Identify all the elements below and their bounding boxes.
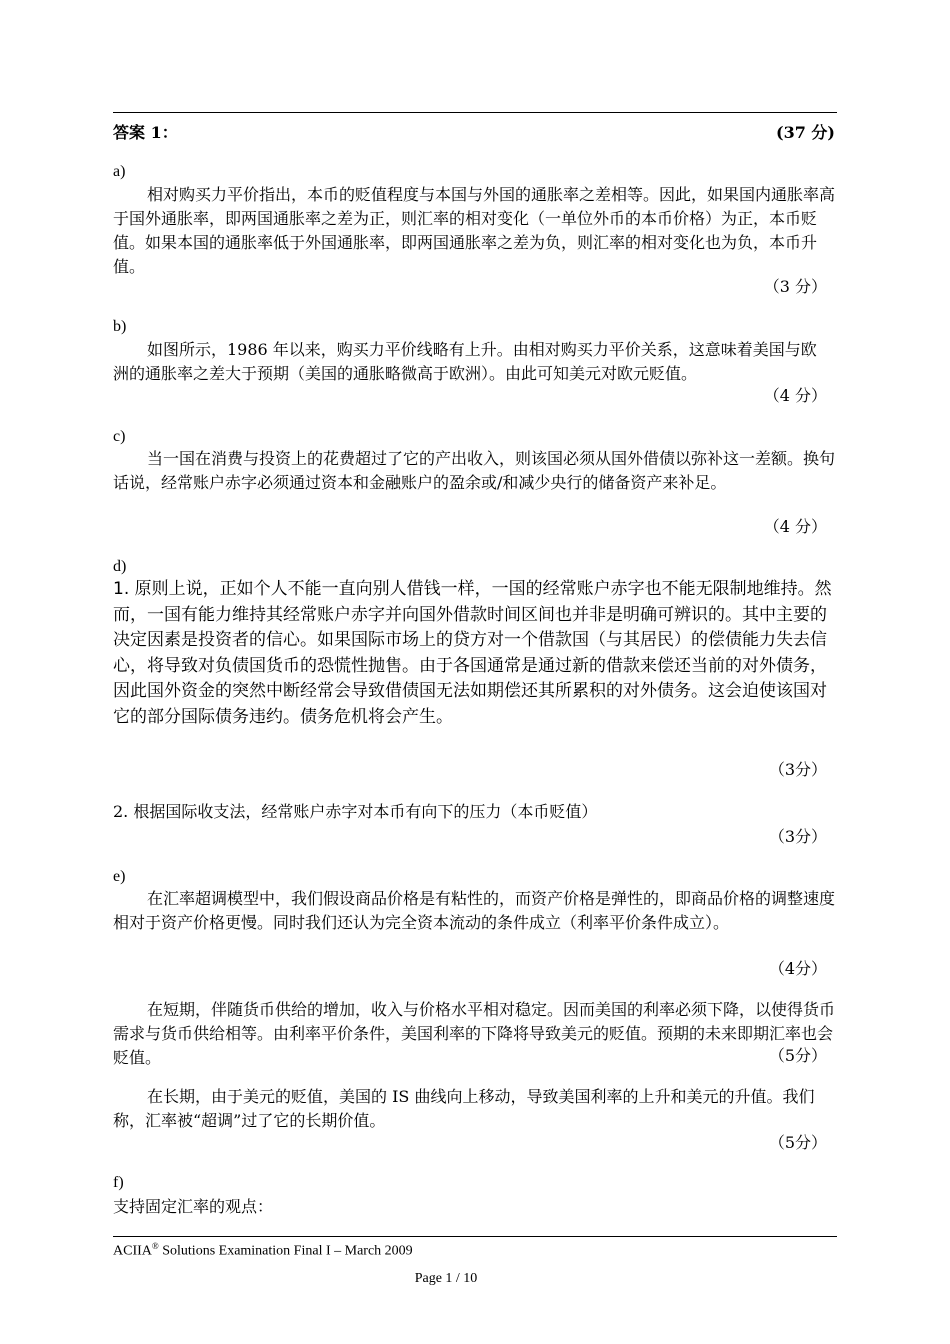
section-d-score-1: （3分） (768, 760, 827, 779)
document-page (113, 0, 837, 1344)
footer-text (113, 1241, 413, 1260)
section-d-text-1: 1. 原则上说，正如个人不能一直向别人借钱一样，一国的经常账户赤字也不能无限制地维持。然而，一国有能力维持其经常账户赤字并向国外借款时间区间也并非是明确可辨识的。其中主要的决定因素是投资者的信心。如果国际市场上的贷方对一个借款国（与其居民）的偿债能力失去信心，将导致对负债国货币的恐慌性抛售。由于各国通常是通过新的借款来偿还当前的对外债务，因此国外资金的突然中断经常会导致借债国无法如期偿还其所累积的对外债务。这会迫使该国对它的部分国际债务违约。债务危机将会产生。 (113, 579, 832, 727)
section-e-text-3: 在长期，由于美元的贬值，美国的 IS 曲线向上移动，导致美国利率的上升和美元的升值。我们称，汇率被“超调”过了它的长期价值。 (113, 1087, 815, 1130)
section-d-score-2: （3分） (768, 827, 827, 846)
answer-title: 答案 1： (113, 123, 178, 142)
section-f-label: f) (113, 1174, 124, 1191)
section-c-text: 当一国在消费与投资上的花费超过了它的产出收入，则该国必须从国外借债以弥补这一差额。换句话说，经常账户赤字必须通过资本和金融账户的盈余或/和减少央行的储备资产来补足。 (113, 449, 836, 492)
answer-points: (37 分) (776, 123, 835, 142)
section-e-score-2: （5分） (768, 1046, 827, 1065)
section-e-text-2: 在短期，伴随货币供给的增加，收入与价格水平相对稳定。因而美国的利率必须下降，以使得货币需求与货币供给相等。由利率平价条件，美国利率的下降将导致美元的贬值。预期的未来即期汇率也会贬值。 (113, 1000, 836, 1067)
answer-header (113, 120, 837, 143)
section-d-text-2: 2. 根据国际收支法，经常账户赤字对本币有向下的压力（本币贬值） (113, 802, 598, 821)
section-a-text: 相对购买力平价指出，本币的贬值程度与本国与外国的通胀率之差相等。因此，如果国内通胀率高于国外通胀率，即两国通胀率之差为正，则汇率的相对变化（一单位外币的本币价格）为正，本币贬值。如果本国的通胀率低于外国通胀率，即两国通胀率之差为负，则汇率的相对变化也为负，本币升值。 (113, 185, 836, 276)
page-number: Page 1 / 10 (414, 1271, 478, 1286)
footer-rule (113, 1236, 837, 1237)
section-e-score-3: （5分） (768, 1133, 827, 1152)
section-d-label: d) (113, 558, 127, 575)
section-a-score: （3 分） (763, 277, 827, 296)
section-e-label: e) (113, 868, 126, 885)
section-a-label: a) (113, 163, 126, 180)
section-f-text: 支持固定汇率的观点： (113, 1197, 274, 1216)
section-c-label: c) (113, 428, 126, 445)
section-e-score-1: （4分） (768, 959, 827, 978)
registered-mark: ® (151, 1241, 159, 1251)
section-b-text: 如图所示，1986 年以来，购买力平价线略有上升。由相对购买力平价关系，这意味着美国与欧洲的通胀率之差大于预期（美国的通胀略微高于欧洲）。由此可知美元对欧元贬值。 (113, 340, 817, 383)
section-b-score: （4 分） (763, 386, 827, 405)
section-c-score: （4 分） (763, 517, 827, 536)
section-b-label: b) (113, 318, 127, 335)
footer-brand: ACIIA (113, 1243, 152, 1259)
footer-exam: Solutions Examination Final I – March 2009 (158, 1243, 413, 1259)
header-rule (113, 112, 837, 113)
section-e-text-1: 在汇率超调模型中，我们假设商品价格是有粘性的，而资产价格是弹性的，即商品价格的调整速度相对于资产价格更慢。同时我们还认为完全资本流动的条件成立（利率平价条件成立）。 (113, 889, 836, 932)
